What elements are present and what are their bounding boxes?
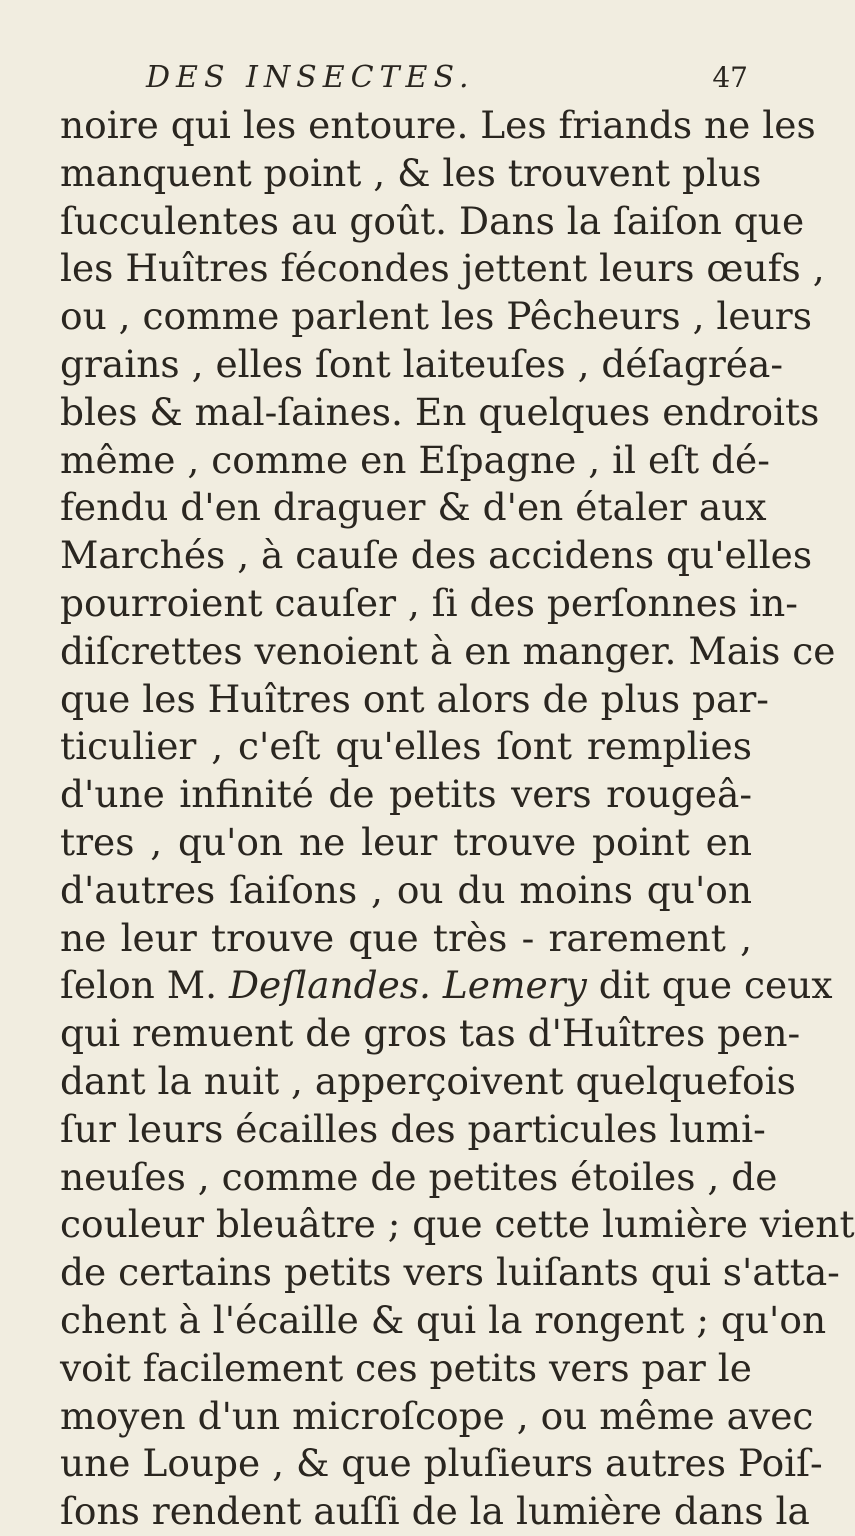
- text-line: grains , elles ſont laiteuſes , déſagréa-: [60, 341, 783, 386]
- text-line: ſons rendent auſſi de la lumière dans la: [60, 1489, 810, 1534]
- text-line: chent à l'écaille & qui la rongent ; qu'on: [60, 1297, 827, 1342]
- text-line: ſelon M. Deſlandes. Lemery dit que ceux: [60, 963, 833, 1008]
- page-number: 47: [712, 61, 748, 94]
- text-line: moyen d'un microſcope , ou même avec: [60, 1393, 814, 1438]
- text-line: bles & mal-ſaines. En quelques endroits: [60, 389, 820, 434]
- text-line: ne leur trouve que très - rarement ,: [60, 915, 752, 960]
- running-head-title: DES INSECTES.: [146, 60, 475, 95]
- text-line: une Loupe , & que pluſieurs autres Poiſ-: [60, 1441, 823, 1486]
- text-line: que les Huîtres ont alors de plus par-: [60, 676, 769, 721]
- text-line: les Huîtres fécondes jettent leurs œufs ,: [60, 246, 825, 291]
- text-line: couleur bleuâtre ; que cette lumière vient: [60, 1202, 855, 1247]
- text-line: de certains petits vers luiſants qui s'atta-: [60, 1250, 840, 1295]
- text-line: fendu d'en draguer & d'en étaler aux: [60, 485, 767, 530]
- text-line: tres , qu'on ne leur trouve point en: [60, 819, 752, 864]
- text-line: noire qui les entoure. Les friands ne les: [60, 103, 816, 147]
- text-line: pourroient cauſer , ſi des perſonnes in-: [60, 580, 798, 625]
- text-line: Marchés , à cauſe des accidens qu'elles: [60, 533, 813, 578]
- text-line: manquent point , & les trouvent plus: [60, 150, 762, 195]
- text-line: ſucculentes au goût. Dans la ſaiſon que: [60, 198, 805, 243]
- text-line: neuſes , comme de petites étoiles , de: [60, 1154, 778, 1199]
- text-line: ou , comme parlent les Pêcheurs , leurs: [60, 294, 812, 339]
- text-line: même , comme en Eſpagne , il eſt dé-: [60, 437, 770, 482]
- body-text: [60, 102, 855, 1536]
- text-line: d'une infinité de petits vers rougeâ-: [60, 772, 752, 817]
- text-line: voit facilement ces petits vers par le: [60, 1345, 752, 1390]
- text-line: dant la nuit , apperçoivent quelquefois: [60, 1058, 796, 1103]
- text-line: ticulier , c'eſt qu'elles ſont remplies: [60, 724, 752, 769]
- text-line: ſur leurs écailles des particules lumi-: [60, 1106, 766, 1151]
- text-line: qui remuent de gros tas d'Huîtres pen-: [60, 1011, 801, 1056]
- running-head: [146, 60, 748, 102]
- text-line: diſcrettes venoient à en manger. Mais ce: [60, 628, 836, 673]
- text-line: d'autres ſaiſons , ou du moins qu'on: [60, 867, 752, 912]
